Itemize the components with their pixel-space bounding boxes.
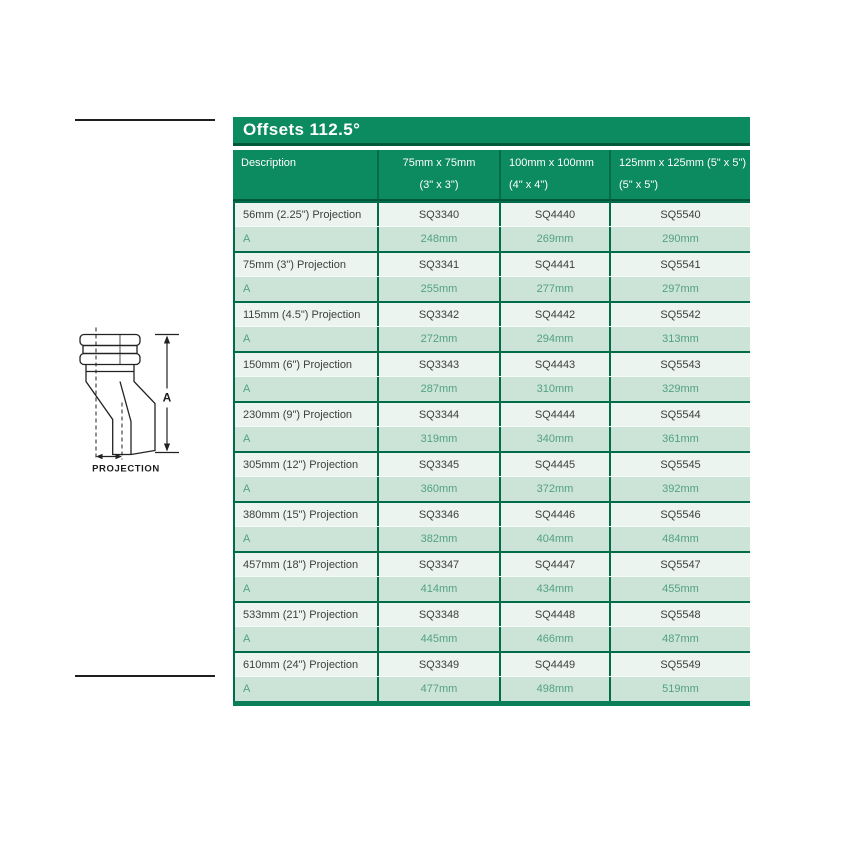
dim-label-cell: A	[243, 283, 251, 295]
code-cell: SQ3341	[377, 253, 499, 276]
code-cell: SQ3345	[377, 453, 499, 476]
code-cell: SQ3343	[377, 353, 499, 376]
dim-value-cell: 445mm	[377, 627, 499, 651]
dim-label-cell: A	[243, 633, 251, 645]
dimension-row	[235, 677, 750, 701]
table-row-pair	[235, 553, 750, 603]
dimension-row	[235, 477, 750, 501]
column-header-line2: (3" x 3")	[419, 179, 459, 191]
code-cell: SQ4442	[499, 303, 609, 326]
code-cell: SQ5543	[609, 353, 750, 376]
left-divider-bottom	[75, 675, 215, 677]
table-bottom-bar	[233, 701, 750, 706]
description-cell: 230mm (9") Projection	[243, 408, 353, 421]
left-divider-top	[75, 119, 215, 121]
table-row-pair	[235, 403, 750, 453]
product-row	[235, 303, 750, 327]
dim-label-cell: A	[243, 533, 251, 545]
dim-value-cell: 277mm	[499, 277, 609, 301]
offset-pipe-diagram	[68, 321, 194, 479]
dim-value-cell: 414mm	[377, 577, 499, 601]
projection-label: PROJECTION	[92, 463, 160, 475]
code-cell: SQ3347	[377, 553, 499, 576]
dimension-a-label: A	[162, 390, 172, 405]
code-cell: SQ4440	[499, 203, 609, 226]
dim-value-cell: 466mm	[499, 627, 609, 651]
dim-value-cell: 382mm	[377, 527, 499, 551]
table-row-pair	[235, 353, 750, 403]
description-cell: 56mm (2.25") Projection	[243, 208, 362, 221]
dimension-row	[235, 527, 750, 551]
dim-value-cell: 310mm	[499, 377, 609, 401]
dimension-row	[235, 377, 750, 401]
code-cell: SQ3346	[377, 503, 499, 526]
description-cell: 305mm (12") Projection	[243, 458, 359, 471]
table-header-row	[233, 150, 750, 201]
dim-value-cell: 404mm	[499, 527, 609, 551]
code-cell: SQ3340	[377, 203, 499, 226]
dim-label-cell: A	[243, 433, 251, 445]
table-row-pair	[235, 303, 750, 353]
dim-value-cell: 294mm	[499, 327, 609, 351]
product-row	[235, 503, 750, 527]
code-cell: SQ4445	[499, 453, 609, 476]
code-cell: SQ5546	[609, 503, 750, 526]
code-cell: SQ4446	[499, 503, 609, 526]
description-cell: 150mm (6") Projection	[243, 358, 353, 371]
description-cell: 457mm (18") Projection	[243, 558, 359, 571]
code-cell: SQ3349	[377, 653, 499, 676]
product-row	[235, 453, 750, 477]
column-header-line2: (5" x 5")	[619, 179, 658, 191]
code-cell: SQ5545	[609, 453, 750, 476]
column-header-line1: 75mm x 75mm	[402, 157, 476, 169]
dimension-row	[235, 577, 750, 601]
code-cell: SQ4447	[499, 553, 609, 576]
column-header-line1: 125mm x 125mm (5" x 5")	[619, 157, 747, 169]
column-header-description	[233, 150, 377, 199]
dim-value-cell: 329mm	[609, 377, 750, 401]
dimension-row	[235, 327, 750, 351]
product-row	[235, 253, 750, 277]
code-cell: SQ3344	[377, 403, 499, 426]
dimension-row	[235, 227, 750, 251]
dim-label-cell: A	[243, 583, 251, 595]
code-cell: SQ4448	[499, 603, 609, 626]
dim-value-cell: 319mm	[377, 427, 499, 451]
table-row-pair	[235, 453, 750, 503]
offsets-table	[233, 117, 750, 706]
dim-value-cell: 487mm	[609, 627, 750, 651]
column-header-75mm	[377, 150, 499, 199]
product-row	[235, 403, 750, 427]
product-row	[235, 653, 750, 677]
table-row-pair	[235, 253, 750, 303]
column-header-line1: Description	[241, 157, 297, 169]
code-cell: SQ5540	[609, 203, 750, 226]
table-row-pair	[235, 653, 750, 701]
dim-value-cell: 455mm	[609, 577, 750, 601]
dim-value-cell: 519mm	[609, 677, 750, 701]
dim-value-cell: 269mm	[499, 227, 609, 251]
code-cell: SQ5547	[609, 553, 750, 576]
dimension-row	[235, 627, 750, 651]
dim-value-cell: 340mm	[499, 427, 609, 451]
table-row-pair	[235, 503, 750, 553]
dim-value-cell: 392mm	[609, 477, 750, 501]
dim-value-cell: 290mm	[609, 227, 750, 251]
product-row	[235, 603, 750, 627]
code-cell: SQ5548	[609, 603, 750, 626]
description-cell: 115mm (4.5") Projection	[243, 308, 361, 321]
dim-value-cell: 434mm	[499, 577, 609, 601]
dim-value-cell: 272mm	[377, 327, 499, 351]
dim-value-cell: 297mm	[609, 277, 750, 301]
dim-label-cell: A	[243, 233, 251, 245]
description-cell: 75mm (3") Projection	[243, 258, 346, 271]
dim-value-cell: 484mm	[609, 527, 750, 551]
dim-value-cell: 372mm	[499, 477, 609, 501]
code-cell: SQ5542	[609, 303, 750, 326]
code-cell: SQ5544	[609, 403, 750, 426]
dim-value-cell: 287mm	[377, 377, 499, 401]
description-cell: 610mm (24") Projection	[243, 658, 359, 671]
code-cell: SQ4444	[499, 403, 609, 426]
dim-label-cell: A	[243, 683, 251, 695]
code-cell: SQ5549	[609, 653, 750, 676]
table-title: Offsets 112.5°	[233, 117, 750, 146]
dim-value-cell: 360mm	[377, 477, 499, 501]
code-cell: SQ5541	[609, 253, 750, 276]
column-header-125mm	[609, 150, 750, 199]
column-header-100mm	[499, 150, 609, 199]
product-row	[235, 553, 750, 577]
product-row	[235, 353, 750, 377]
product-row	[235, 203, 750, 227]
column-header-line2: (4" x 4")	[509, 179, 548, 191]
dim-value-cell: 255mm	[377, 277, 499, 301]
dim-label-cell: A	[243, 483, 251, 495]
dim-value-cell: 498mm	[499, 677, 609, 701]
code-cell: SQ4449	[499, 653, 609, 676]
code-cell: SQ4441	[499, 253, 609, 276]
code-cell: SQ3342	[377, 303, 499, 326]
column-header-line1: 100mm x 100mm	[509, 157, 594, 169]
table-row-pair	[235, 203, 750, 253]
dimension-row	[235, 277, 750, 301]
dim-value-cell: 361mm	[609, 427, 750, 451]
table-row-pair	[235, 603, 750, 653]
dim-value-cell: 477mm	[377, 677, 499, 701]
description-cell: 380mm (15") Projection	[243, 508, 359, 521]
code-cell: SQ4443	[499, 353, 609, 376]
table-body	[233, 201, 750, 701]
dim-value-cell: 313mm	[609, 327, 750, 351]
dim-label-cell: A	[243, 333, 251, 345]
code-cell: SQ3348	[377, 603, 499, 626]
description-cell: 533mm (21") Projection	[243, 608, 359, 621]
dim-label-cell: A	[243, 383, 251, 395]
dim-value-cell: 248mm	[377, 227, 499, 251]
dimension-row	[235, 427, 750, 451]
